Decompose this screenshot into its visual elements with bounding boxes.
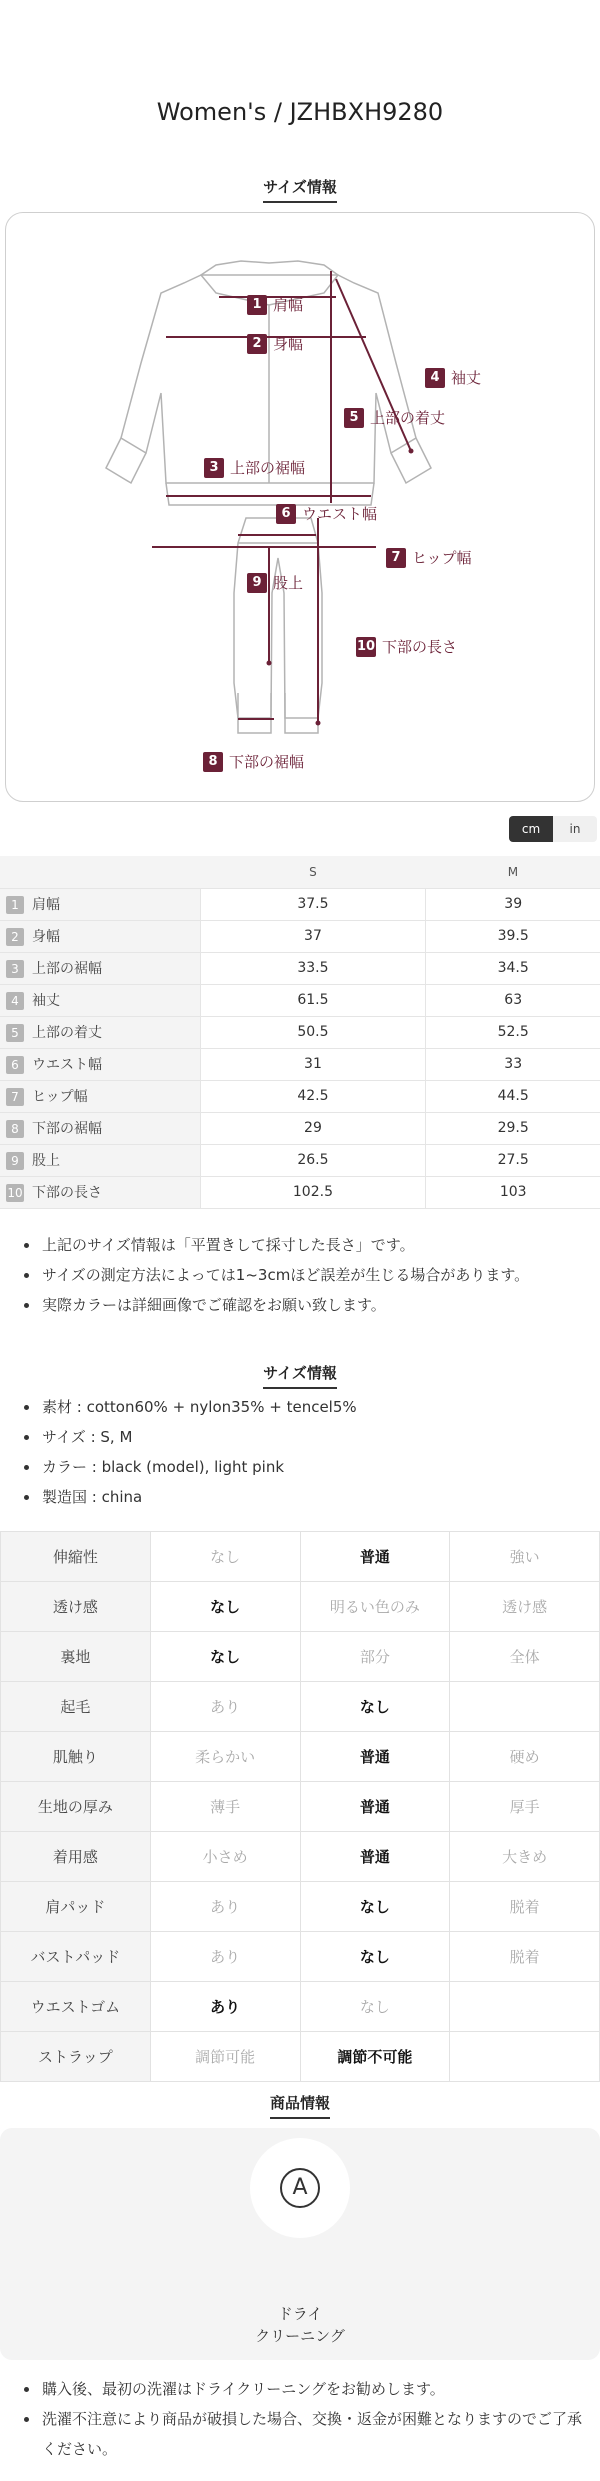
fabric-option-cell	[450, 2032, 600, 2082]
fabric-option-cell: 脱着	[450, 1882, 600, 1932]
fabric-option-cell	[450, 1682, 600, 1732]
table-row: 7 ヒップ幅 42.5 44.5	[0, 1080, 600, 1112]
fabric-attribute-label: ストラップ	[1, 2032, 151, 2082]
fabric-option-cell: 厚手	[450, 1782, 600, 1832]
table-row: 10 下部の長さ 102.5 103	[0, 1176, 600, 1208]
unit-in-button[interactable]: in	[553, 816, 597, 842]
list-item: 購入後、最初の洗濯はドライクリーニングをお勧めします。	[22, 2374, 582, 2404]
fabric-option-cell: なし	[300, 1682, 450, 1732]
dry-clean-icon: A	[280, 2168, 320, 2208]
size-header-blank	[0, 856, 200, 888]
list-item: 洗濯不注意により商品が破損した場合、交換・返金が困難となりますのでご了承ください。	[22, 2404, 582, 2464]
care-notes-list	[22, 2374, 582, 2464]
fabric-option-cell: 全体	[450, 1632, 600, 1682]
fabric-attribute-label: 肌触り	[1, 1732, 151, 1782]
size-header-s: S	[200, 856, 426, 888]
size-diagram	[5, 212, 595, 802]
care-icon-circle	[250, 2138, 350, 2238]
label-top-length: 5 上部の着丈	[344, 407, 445, 428]
table-row	[1, 1832, 600, 1882]
label-hip-width: 7 ヒップ幅	[386, 547, 472, 568]
fabric-option-cell: あり	[150, 1932, 300, 1982]
list-item: 製造国 : china	[22, 1482, 582, 1512]
fabric-option-cell: 薄手	[150, 1782, 300, 1832]
fabric-option-cell: 調節可能	[150, 2032, 300, 2082]
fabric-option-cell: 強い	[450, 1532, 600, 1582]
table-row	[1, 1932, 600, 1982]
care-label: ドライ クリーニング	[255, 2305, 345, 2345]
table-row: 9 股上 26.5 27.5	[0, 1144, 600, 1176]
table-row	[1, 1732, 600, 1782]
fabric-option-cell: なし	[150, 1632, 300, 1682]
label-rise: 9 股上	[247, 572, 303, 593]
label-bottom-hem-width: 8 下部の裾幅	[203, 751, 304, 772]
size-notes-list	[22, 1230, 582, 1320]
table-row: 5 上部の着丈 50.5 52.5	[0, 1016, 600, 1048]
label-waist-width: 6 ウエスト幅	[276, 503, 377, 524]
size-table-header	[0, 856, 600, 888]
fabric-option-cell	[450, 1982, 600, 2032]
list-item: 実際カラーは詳細画像でご確認をお願い致します。	[22, 1290, 582, 1320]
fabric-option-cell: あり	[150, 1682, 300, 1732]
fabric-option-cell: 普通	[300, 1832, 450, 1882]
label-bottom-length: 10 下部の長さ	[356, 638, 458, 656]
fabric-option-cell: 小さめ	[150, 1832, 300, 1882]
fabric-option-cell: なし	[300, 1982, 450, 2032]
size-section-heading: サイズ情報	[0, 176, 600, 197]
fabric-attribute-label: バストパッド	[1, 1932, 151, 1982]
table-row: 4 袖丈 61.5 63	[0, 984, 600, 1016]
fabric-option-cell: 部分	[300, 1632, 450, 1682]
fabric-option-cell: 調節不可能	[300, 2032, 450, 2082]
product-title: Women's / JZHBXH9280	[156, 98, 444, 126]
label-top-hem-width: 3 上部の裾幅	[204, 457, 305, 478]
label-shoulder-width: 1 肩幅	[247, 294, 303, 315]
table-row	[1, 2032, 600, 2082]
fabric-option-cell: 明るい色のみ	[300, 1582, 450, 1632]
list-item: 素材 : cotton60% + nylon35% + tencel5%	[22, 1392, 582, 1422]
fabric-attribute-label: 生地の厚み	[1, 1782, 151, 1832]
label-chest-width: 2 身幅	[247, 333, 303, 354]
fabric-option-cell: 硬め	[450, 1732, 600, 1782]
size-header-m: M	[426, 856, 600, 888]
fabric-option-cell: あり	[150, 1882, 300, 1932]
table-row	[1, 1532, 600, 1582]
product-section-heading: 商品情報	[0, 2092, 600, 2113]
table-row: 2 身幅 37 39.5	[0, 920, 600, 952]
table-row	[1, 1682, 600, 1732]
table-row	[1, 1782, 600, 1832]
fabric-option-cell: 大きめ	[450, 1832, 600, 1882]
fabric-attribute-label: 裏地	[1, 1632, 151, 1682]
product-info-list	[22, 1392, 582, 1512]
table-row	[1, 1582, 600, 1632]
fabric-option-cell: なし	[150, 1582, 300, 1632]
list-item: サイズ : S, M	[22, 1422, 582, 1452]
table-row	[1, 1632, 600, 1682]
info-section-heading: サイズ情報	[0, 1362, 600, 1383]
table-row: 8 下部の裾幅 29 29.5	[0, 1112, 600, 1144]
fabric-table	[0, 1531, 600, 2082]
fabric-option-cell: 普通	[300, 1782, 450, 1832]
care-panel	[0, 2128, 600, 2360]
fabric-attribute-label: 伸縮性	[1, 1532, 151, 1582]
list-item: サイズの測定方法によっては1~3cmほど誤差が生じる場合があります。	[22, 1260, 582, 1290]
fabric-attribute-label: 起毛	[1, 1682, 151, 1732]
table-row: 6 ウエスト幅 31 33	[0, 1048, 600, 1080]
fabric-option-cell: なし	[300, 1932, 450, 1982]
list-item: 上記のサイズ情報は「平置きして採寸した長さ」です。	[22, 1230, 582, 1260]
fabric-option-cell: 柔らかい	[150, 1732, 300, 1782]
fabric-attribute-label: 着用感	[1, 1832, 151, 1882]
fabric-attribute-label: 肩パッド	[1, 1882, 151, 1932]
table-row	[1, 1882, 600, 1932]
size-table	[0, 856, 600, 1209]
table-row: 3 上部の裾幅 33.5 34.5	[0, 952, 600, 984]
fabric-option-cell: 脱着	[450, 1932, 600, 1982]
unit-toggle	[509, 816, 597, 842]
label-sleeve-length: 4 袖丈	[425, 367, 481, 388]
fabric-option-cell: なし	[300, 1882, 450, 1932]
table-row	[1, 1982, 600, 2032]
table-row: 1 肩幅 37.5 39	[0, 888, 600, 920]
fabric-option-cell: 普通	[300, 1532, 450, 1582]
fabric-attribute-label: ウエストゴム	[1, 1982, 151, 2032]
fabric-option-cell: 普通	[300, 1732, 450, 1782]
fabric-option-cell: 透け感	[450, 1582, 600, 1632]
fabric-option-cell: なし	[150, 1532, 300, 1582]
list-item: カラー : black (model), light pink	[22, 1452, 582, 1482]
fabric-attribute-label: 透け感	[1, 1582, 151, 1632]
unit-cm-button[interactable]: cm	[509, 816, 553, 842]
fabric-option-cell: あり	[150, 1982, 300, 2032]
